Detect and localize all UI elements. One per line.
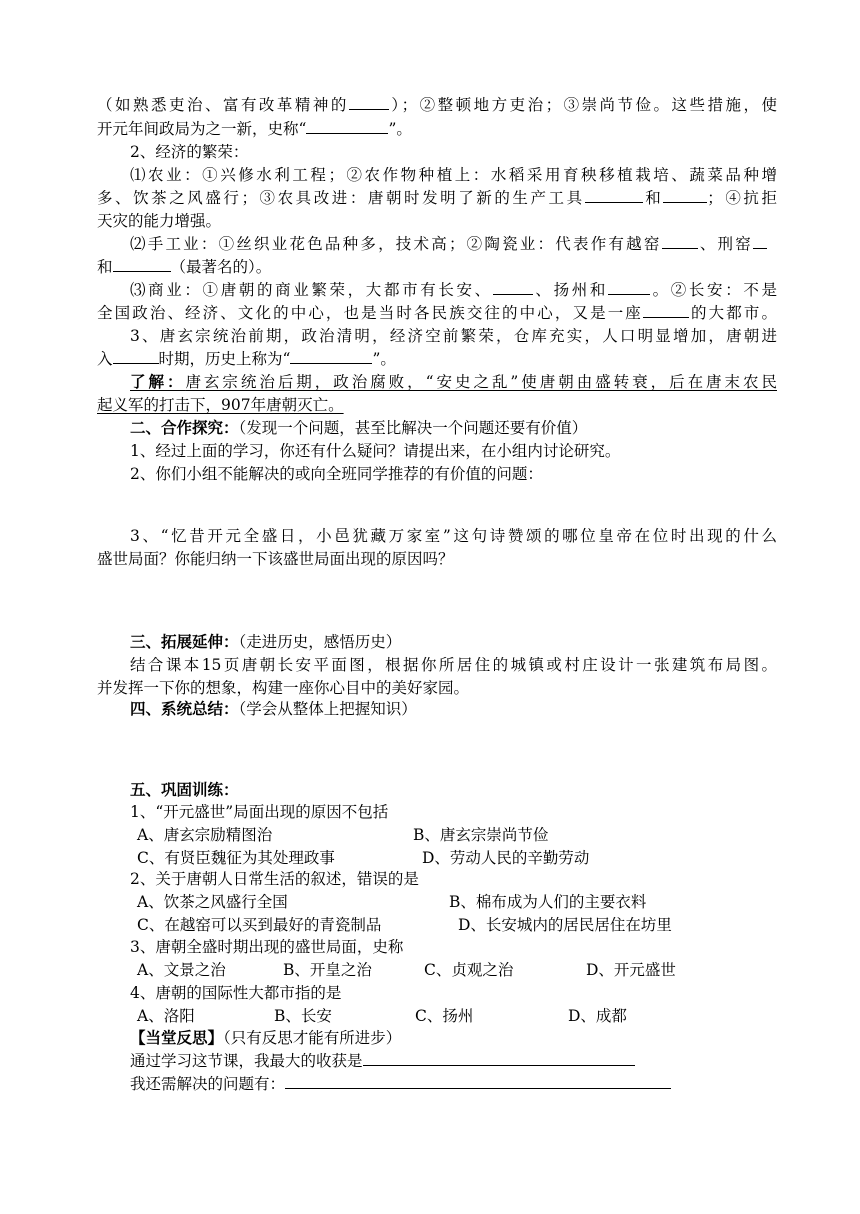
section-title: 五、巩固训练： [130,780,239,799]
option-a[interactable]: A、文景之治 [137,961,226,979]
answer-blank[interactable] [306,119,388,134]
option-b[interactable]: B、棉布成为人们的主要衣料 [449,893,647,911]
reflection-line [130,1050,810,1072]
text-segment: 和 [642,189,664,207]
option-d[interactable]: D、成都 [568,1007,627,1025]
text-line: 盛世局面？你能归纳一下该盛世局面出现的原因吗？ [97,550,454,568]
answer-blank[interactable] [349,95,389,110]
reflection-title: 【当堂反思】 [130,1028,224,1047]
text-segment: （如熟悉吏治、富有改革精神的 [97,96,349,114]
question-stem: 3、唐朝全盛时期出现的盛世局面，史称 [130,938,404,956]
text-line [130,233,767,255]
text-line: 3、“忆昔开元全盛日，小邑犹藏万家室”这句诗赞颂的哪位皇帝在位时出现的什么 [130,527,777,545]
text-segment: 起义军的打击下，907年唐朝灭亡。 [97,396,344,414]
answer-blank[interactable] [290,349,372,364]
section-heading [130,779,810,801]
text-line [97,394,777,416]
subheading: 2、经济的繁荣： [130,143,249,161]
option-b[interactable]: B、唐玄宗崇尚节俭 [413,826,549,844]
question-stem: 4、唐朝的国际性大都市指的是 [130,984,342,1002]
text-segment: 多、饮茶之风盛行；③农具改进：唐朝时发明了新的生产工具 [97,189,585,207]
text-line [97,302,777,324]
section-title: 二、合作探究： [130,418,239,437]
text-segment: 时期，历史上称为“ [158,350,291,368]
option-d[interactable]: D、劳动人民的辛勤劳动 [422,849,590,867]
answer-blank[interactable] [643,303,689,318]
answer-blank[interactable] [285,1074,671,1089]
answer-blank[interactable] [663,188,707,203]
section-subtitle: （学会从整体上把握知识） [238,700,417,718]
text-segment: ⑵手工业：①丝织业花色品种多，技术高；②陶瓷业：代表作有越窑 [130,235,662,253]
text-segment: （最著名的）。 [170,258,272,276]
text-line: 天灾的能力增强。 [97,212,222,230]
option-a[interactable]: A、饮茶之风盛行全国 [137,893,288,911]
text-line: 2、你们小组不能解决的或向全班同学推荐的有价值的问题： [130,465,543,483]
text-segment: ”。 [372,350,396,368]
option-c[interactable]: C、扬州 [415,1007,474,1025]
text-line: 结合课本15页唐朝长安平面图，根据你所居住的城镇或村庄设计一张建筑布局图。 [130,656,777,674]
text-line [97,256,777,278]
text-line: 3、唐玄宗统治前期，政治清明，经济空前繁荣，仓库充实，人口明显增加，唐朝进 [130,327,777,345]
option-a[interactable]: A、唐玄宗励精图治 [137,826,273,844]
text-line [130,371,777,393]
answer-blank[interactable] [608,280,650,295]
text-segment: ）；②整顿地方吏治；③崇尚节俭。这些措施，使 [388,96,777,114]
text-segment: 全国政治、经济、文化的中心，也是当时各民族交往的中心，又是一座 [97,304,643,322]
section-title: 四、系统总结： [130,699,239,718]
section-subtitle: （发现一个问题，甚至比解决一个问题还要有价值） [238,419,588,437]
reflection-subtitle: （只有反思才能有所进步） [223,1029,402,1047]
text-segment: 的大都市。 [688,304,777,322]
answer-blank[interactable] [753,234,767,249]
text-segment: ⑶商业：①唐朝的商业繁荣，大都市有长安、 [130,281,493,299]
reflection-prompt: 我还需解决的问题有： [130,1075,286,1093]
question-stem: 2、关于唐朝人日常生活的叙述，错误的是 [130,870,419,888]
answer-blank[interactable] [493,280,533,295]
answer-blank[interactable] [662,234,698,249]
text-segment: 开元年间政局为之一新，史称“ [97,120,307,138]
text-line [97,348,777,370]
answer-blank[interactable] [585,188,643,203]
answer-blank[interactable] [113,349,159,364]
text-segment: ”。 [388,120,412,138]
text-segment: 和 [97,258,113,276]
option-c[interactable]: C、贞观之治 [424,961,514,979]
option-c[interactable]: C、有贤臣魏征为其处理政事 [137,849,335,867]
text-line [97,187,777,209]
text-segment: 、刑窑 [697,235,753,253]
text-segment: ；④抗拒 [707,189,777,207]
question-stem: 1、“开元盛世”局面出现的原因不包括 [130,803,389,821]
option-d[interactable]: D、开元盛世 [586,961,676,979]
text-segment: 入 [97,350,113,368]
option-a[interactable]: A、洛阳 [137,1007,195,1025]
section-heading [130,698,810,720]
section-subtitle: （走进历史，感悟历史） [238,633,402,651]
text-line [130,279,777,301]
answer-blank[interactable] [363,1051,635,1066]
note-label: 了解： [130,372,186,391]
text-segment: 。②长安：不是 [650,281,777,299]
section-heading [130,417,810,439]
text-line: 并发挥一下你的想象，构建一座你心目中的美好家园。 [97,679,470,697]
section-heading [130,631,810,653]
option-b[interactable]: B、开皇之治 [283,961,372,979]
text-line: 1、经过上面的学习，你还有什么疑问？请提出来，在小组内讨论研究。 [130,442,621,460]
reflection-line [130,1073,810,1095]
reflection-heading [130,1027,810,1049]
text-segment: 唐玄宗统治后期，政治腐败，“安史之乱”使唐朝由盛转衰，后在唐末农民 [185,373,777,391]
text-line [97,118,777,140]
option-b[interactable]: B、长安 [274,1007,332,1025]
reflection-prompt: 通过学习这节课，我最大的收获是 [130,1052,363,1070]
text-line [97,94,777,116]
option-d[interactable]: D、长安城内的居民居住在坊里 [458,916,672,934]
option-c[interactable]: C、在越窑可以买到最好的青瓷制品 [137,916,382,934]
text-line: ⑴农业：①兴修水利工程；②农作物种植上：水稻采用育秧移植栽培、蔬菜品种增 [130,166,777,184]
answer-blank[interactable] [113,257,171,272]
text-segment: 、扬州和 [532,281,608,299]
section-title: 三、拓展延伸： [130,632,239,651]
